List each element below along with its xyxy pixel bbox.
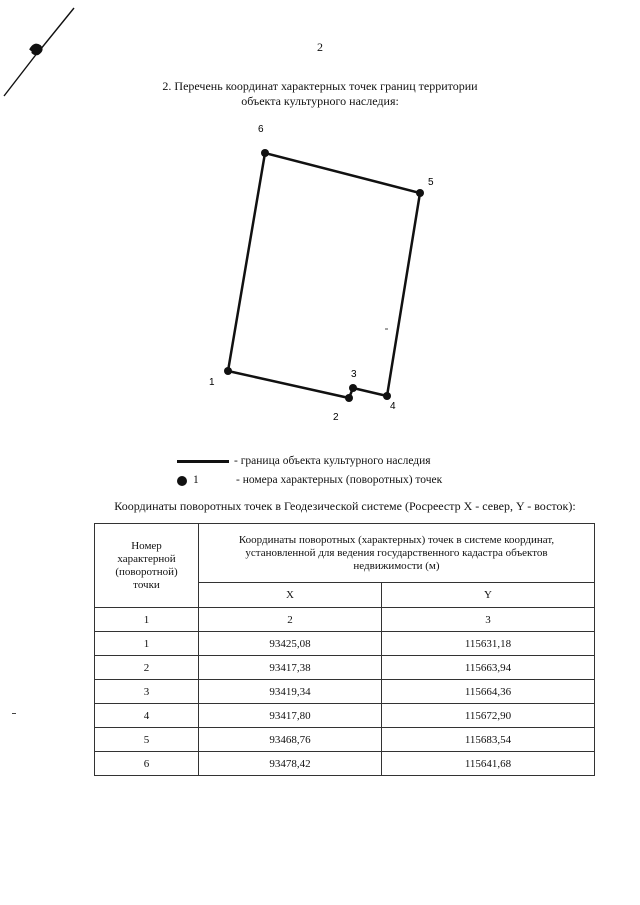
point-marker-2 [345,394,353,402]
header-y: Y [382,583,595,608]
point-label-2: 2 [333,412,339,423]
margin-mark [12,713,16,714]
legend-boundary-text: - граница объекта культурного наследия [234,455,431,467]
point-marker-6 [261,149,269,157]
point-marker-4 [383,392,391,400]
page-number: 2 [317,40,323,54]
table-row: 1 93425,08 115631,18 [95,632,595,656]
table-row: 6 93478,42 115641,68 [95,752,595,776]
header-x: X [199,583,382,608]
point-marker-5 [416,189,424,197]
legend-point-number: 1 [193,474,199,486]
point-label-3: 3 [351,369,357,380]
header-coordinates: Координаты поворотных (характерных) точек в системе координат, установленной для ведения государственного кадастра объектов недвижимости (м) [199,524,595,583]
header-point-number: Номер характерной (поворотной) точки [95,524,199,608]
point-label-1: 1 [209,377,215,388]
point-marker-3 [349,384,357,392]
legend-boundary-line [177,460,229,463]
point-label-5: 5 [428,177,434,188]
heading-line-2: объекта культурного наследия: [241,94,399,108]
legend-point-symbol [177,476,187,486]
legend-point-text: - номера характерных (поворотных) точек [236,474,443,486]
table-row: 2 93417,38 115663,94 [95,656,595,680]
table-row: 3 93419,34 115664,36 [95,680,595,704]
point-label-4: 4 [390,401,396,412]
coordinates-title: Координаты поворотных точек в Геодезической системе (Росреестр X - север, Y - восток): [114,499,576,513]
point-label-6: 6 [258,124,264,135]
table-row: 5 93468,76 115683,54 [95,728,595,752]
table-numbering-row: 1 2 3 [95,608,595,632]
heading-line-1: 2. Перечень координат характерных точек границ территории [162,79,478,93]
point-marker-1 [224,367,232,375]
table-row: 4 93417,80 115672,90 [95,704,595,728]
coordinates-table [94,523,595,776]
boundary-plan [0,0,640,440]
boundary-polygon [228,153,420,398]
